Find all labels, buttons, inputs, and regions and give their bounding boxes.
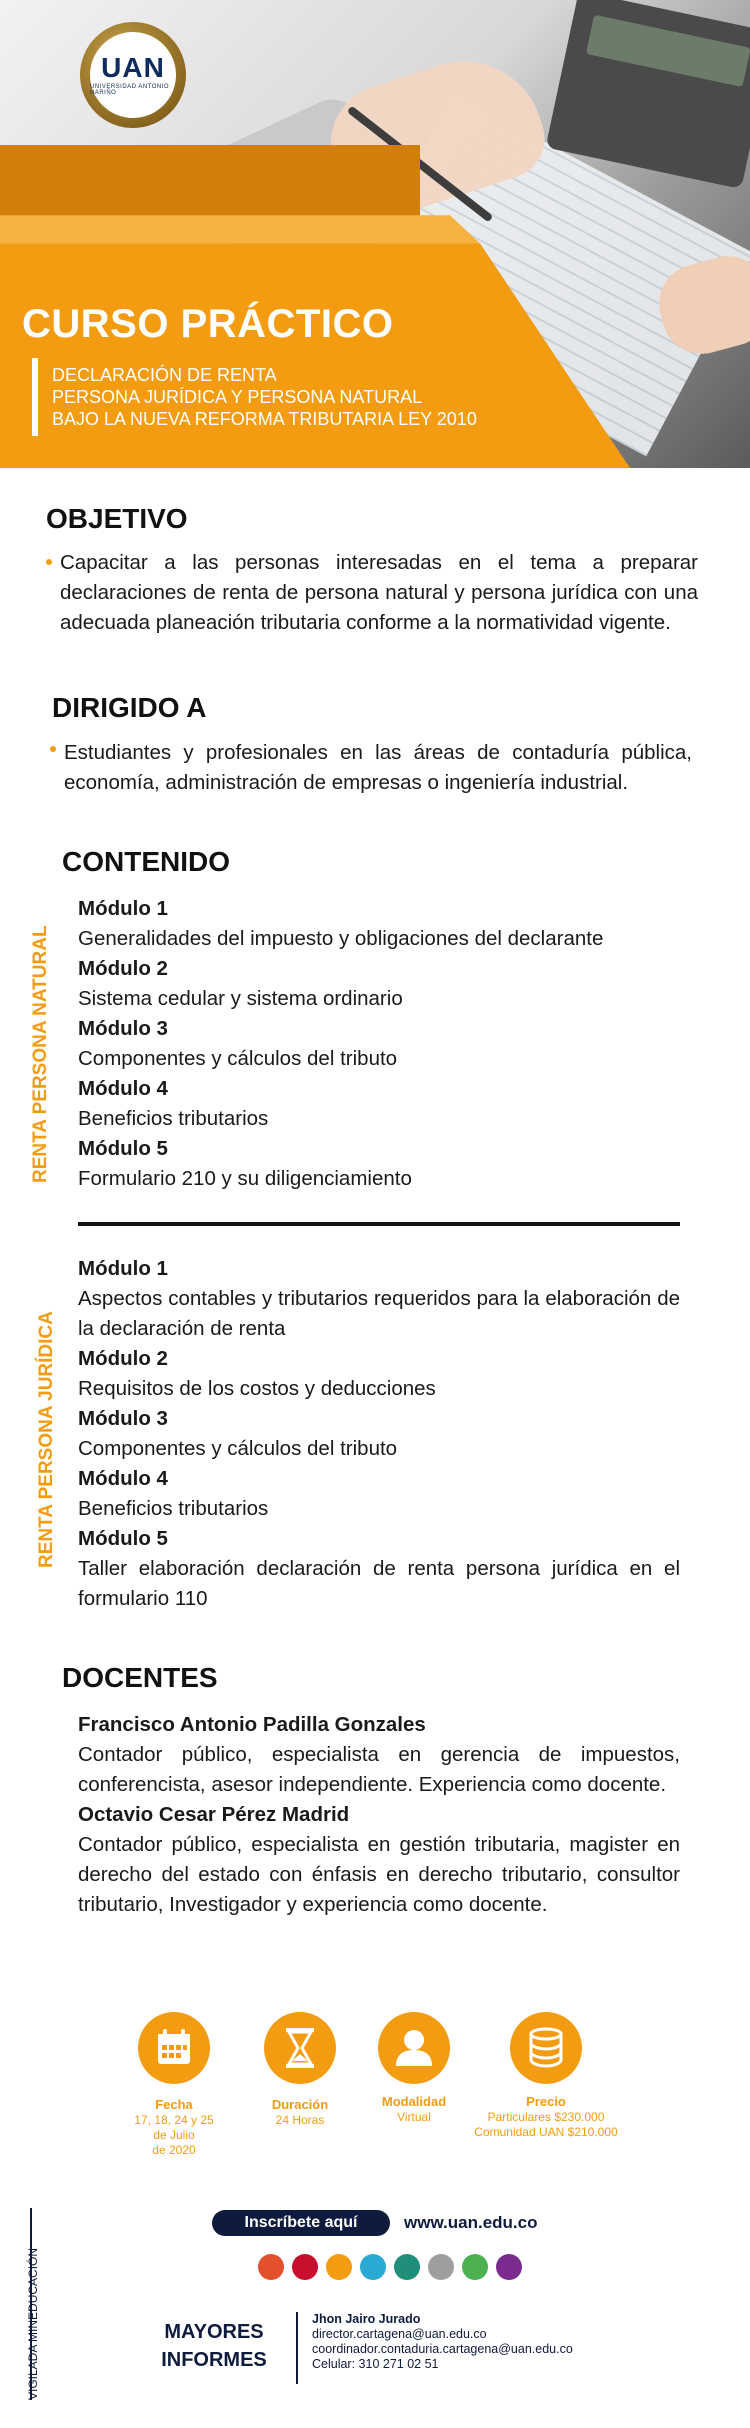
contact-email[interactable]: coordinador.contaduria.cartagena@uan.edu.co [312,2342,573,2356]
color-dot [258,2254,284,2280]
module-title: Módulo 3 [78,1017,168,1040]
docente-bio: Contador público, especialista en gestión tributaria, magister en derecho del estado con énfasis en derecho tributario, consultor tributario, Investigador y experiencia como docente. [78,1833,680,1916]
docente-name: Octavio Cesar Pérez Madrid [78,1803,350,1826]
module-desc: Requisitos de los costos y deducciones [78,1377,436,1400]
color-dot [394,2254,420,2280]
coins-icon [510,2012,582,2084]
section-divider [78,1222,680,1226]
module-desc: Formulario 210 y su diligenciamiento [78,1167,412,1190]
vigilada-label: VIGILADA MINEDUCACIÓN [26,2247,40,2400]
dirigido-heading: DIRIGIDO A [52,692,207,723]
module-title: Módulo 5 [78,1527,168,1550]
contact-phone: Celular: 310 271 02 51 [312,2357,439,2371]
module-title: Módulo 4 [78,1467,168,1490]
docente-name: Francisco Antonio Padilla Gonzales [78,1713,426,1736]
docentes-heading: DOCENTES [62,1662,218,1693]
color-dot [292,2254,318,2280]
register-button[interactable]: Inscríbete aquí [212,2210,390,2236]
module-desc: Generalidades del impuesto y obligaciones del declarante [78,927,604,950]
hourglass-icon [264,2012,336,2084]
modalidad-value: Virtual [397,2110,431,2124]
module-desc: Aspectos contables y tributarios requeridos para la elaboración de la declaración de renta [78,1287,680,1340]
modalidad-label: Modalidad [381,2094,447,2109]
module-desc: Taller elaboración declaración de renta persona jurídica en el formulario 110 [78,1557,680,1610]
duracion-label: Duración [271,2097,329,2112]
module-desc: Beneficios tributarios [78,1497,269,1520]
color-dot [462,2254,488,2280]
color-dot [428,2254,454,2280]
page-subtitle: DECLARACIÓN DE RENTA PERSONA JURÍDICA Y PERSONA NATURAL BAJO LA NUEVA REFORMA TRIBUTARIA LEY 2010 [52,365,477,429]
docentes-list [78,1710,680,1920]
duracion-value: 24 Horas [275,2113,325,2127]
module-title: Módulo 3 [78,1407,168,1430]
color-dot [496,2254,522,2280]
module-title: Módulo 4 [78,1077,168,1100]
mayores-informes-label: MAYORES INFORMES [161,2321,267,2371]
objetivo-heading: OBJETIVO [46,503,188,534]
calendar-icon [138,2012,210,2084]
module-desc: Sistema cedular y sistema ordinario [78,987,403,1010]
color-dot [360,2254,386,2280]
page-title: CURSO PRÁCTICO [22,302,394,346]
module-title: Módulo 2 [78,1347,168,1370]
module-title: Módulo 5 [78,1137,168,1160]
uan-logo: UAN UNIVERSIDAD ANTONIO NARIÑO [80,22,186,128]
bullet-icon [50,746,56,752]
user-icon [378,2012,450,2084]
juridica-label: RENTA PERSONA JURÍDICA [36,1311,57,1568]
module-title: Módulo 1 [78,1257,168,1280]
fecha-value: 17, 18, 24 y 25 de Julio de 2020 [134,2113,214,2157]
natural-module-list [78,894,680,1194]
header-banner [0,0,750,468]
precio-value: Particulares $230.000 Comunidad UAN $210.000 [474,2110,618,2139]
module-title: Módulo 1 [78,897,168,920]
juridica-module-list [78,1254,680,1614]
objetivo-text: Capacitar a las personas interesadas en el tema a preparar declaraciones de renta de persona natural y persona jurídica con una adecuada planeación tributaria conforme a la normatividad vigente. [60,551,698,634]
contact-email[interactable]: director.cartagena@uan.edu.co [312,2327,487,2341]
color-dot [326,2254,352,2280]
module-title: Módulo 2 [78,957,168,980]
docente-bio: Contador público, especialista en gerencia de impuestos, conferencista, asesor independiente. Experiencia como docente. [78,1743,680,1796]
contenido-heading: CONTENIDO [62,846,230,877]
contact-name: Jhon Jairo Jurado [312,2312,421,2326]
module-desc: Componentes y cálculos del tributo [78,1437,398,1460]
bullet-icon [46,559,52,565]
website-link[interactable]: www.uan.edu.co [404,2213,538,2232]
module-desc: Componentes y cálculos del tributo [78,1047,398,1070]
precio-label: Precio [526,2094,566,2109]
contact-info [312,2312,573,2372]
fecha-label: Fecha [155,2097,193,2112]
natural-label: RENTA PERSONA NATURAL [30,925,51,1183]
module-desc: Beneficios tributarios [78,1107,269,1130]
dirigido-text: Estudiantes y profesionales en las áreas de contaduría pública, economía, administración de empresas o ingeniería industrial. [64,741,692,794]
